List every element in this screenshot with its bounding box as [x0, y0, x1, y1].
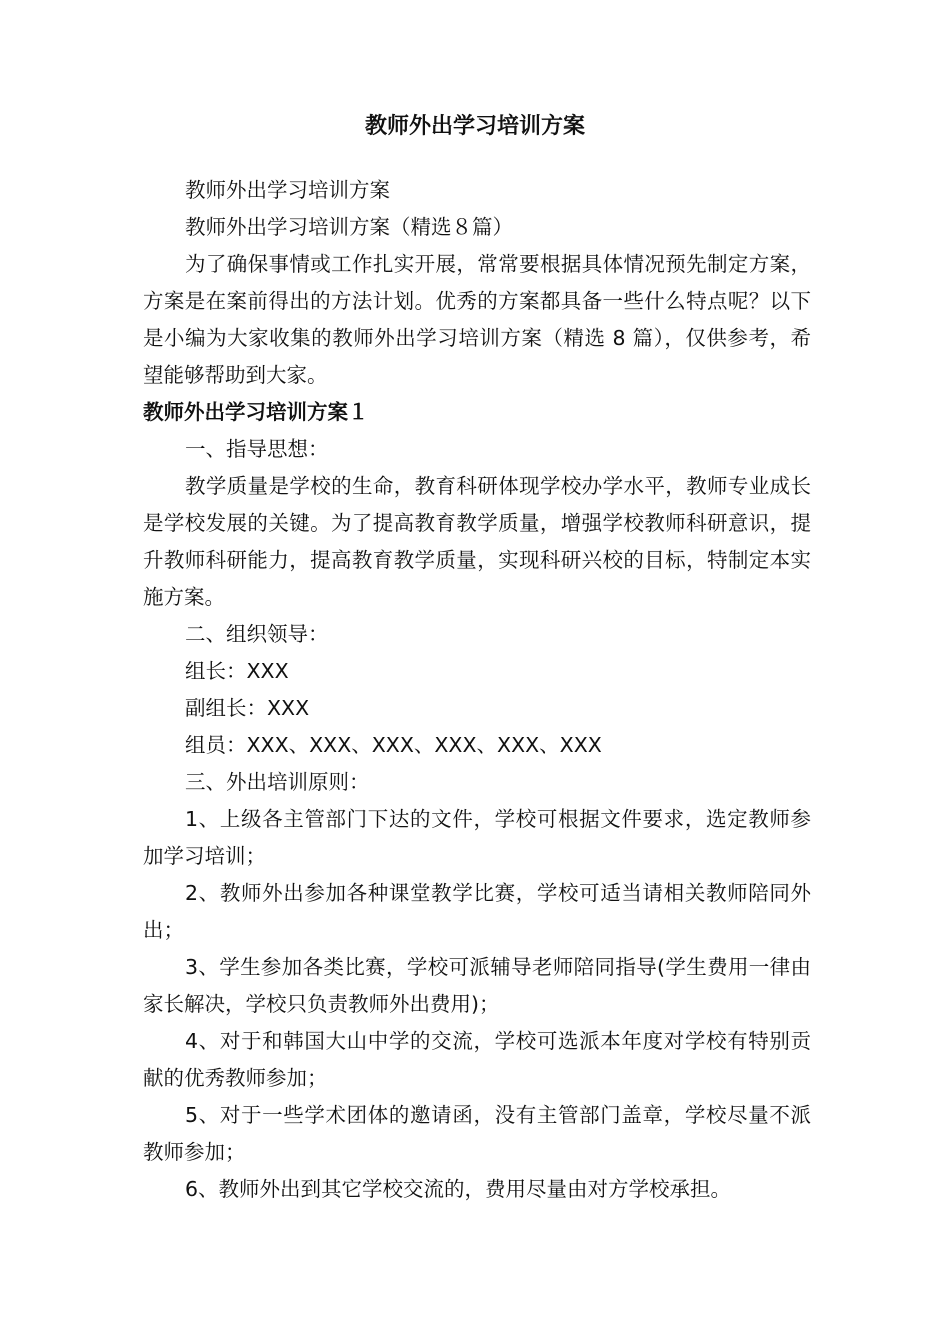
list-item: 6、教师外出到其它学校交流的，费用尽量由对方学校承担。 [185, 1177, 732, 1201]
subsection-heading: 二、组织领导： [185, 622, 329, 646]
list-item: 4、对于和韩国大山中学的交流，学校可选派本年度对学校有特别贡献的优秀教师参加； [143, 1029, 811, 1090]
subsection-heading: 三、外出培训原则： [185, 770, 370, 794]
intro-paragraph: 教师外出学习培训方案（精选８篇） [185, 215, 513, 239]
list-item: 3、学生参加各类比赛，学校可派辅导老师陪同指导(学生费用一律由家长解决，学校只负责教师外出费用)； [143, 955, 811, 1016]
subsection-heading: 一、指导思想： [185, 437, 329, 461]
document-body [143, 172, 811, 1208]
intro-paragraph: 教师外出学习培训方案 [185, 178, 390, 202]
body-paragraph: 副组长：XXX [185, 696, 310, 720]
body-paragraph: 教学质量是学校的生命，教育科研体现学校办学水平，教师专业成长是学校发展的关键。为了提高教育教学质量，增强学校教师科研意识，提升教师科研能力，提高教育教学质量，实现科研兴校的目标，特制定本实施方案。 [143, 474, 811, 609]
section-heading: 教师外出学习培训方案１ [143, 400, 369, 424]
body-paragraph: 组长：XXX [185, 659, 289, 683]
list-item: 5、对于一些学术团体的邀请函，没有主管部门盖章，学校尽量不派教师参加； [143, 1103, 811, 1164]
document-title: 教师外出学习培训方案 [364, 114, 585, 139]
list-item: 1、上级各主管部门下达的文件，学校可根据文件要求，选定教师参加学习培训； [143, 807, 811, 868]
intro-paragraph: 为了确保事情或工作扎实开展，常常要根据具体情况预先制定方案，方案是在案前得出的方法计划。优秀的方案都具备一些什么特点呢？以下是小编为大家收集的教师外出学习培训方案（精选 8 篇），仅供参考，希望能够帮助到大家。 [143, 252, 811, 387]
body-paragraph: 组员：XXX、XXX、XXX、XXX、XXX、XXX [185, 733, 602, 757]
list-item: 2、教师外出参加各种课堂教学比赛，学校可适当请相关教师陪同外出； [143, 881, 811, 942]
